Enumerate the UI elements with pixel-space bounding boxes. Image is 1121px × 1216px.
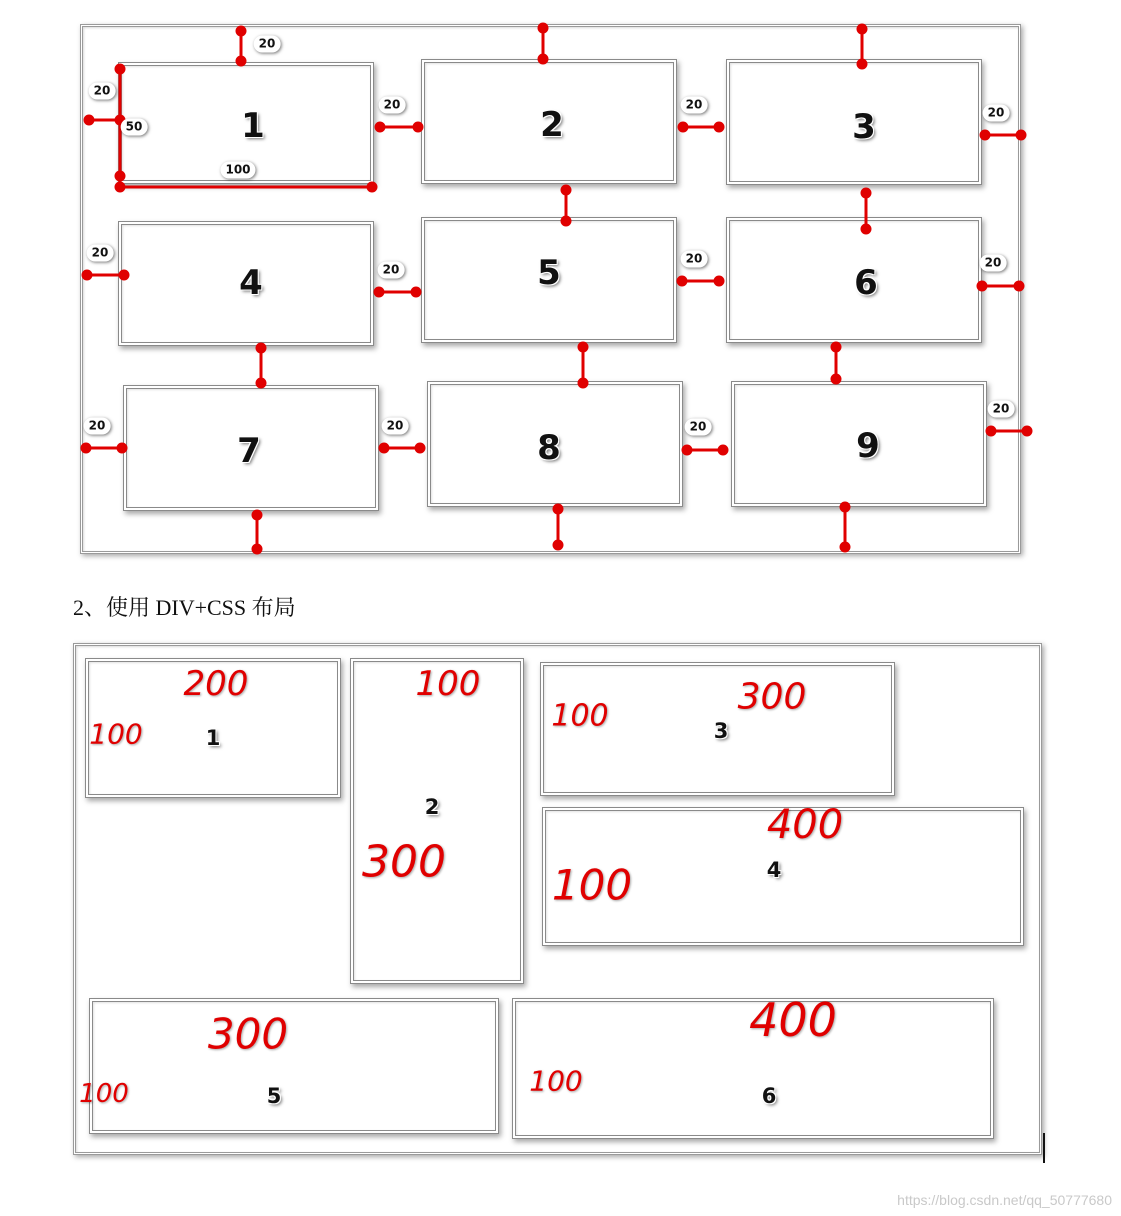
dim-gap-4-5: 20	[378, 262, 405, 279]
section-caption: 2、使用 DIV+CSS 布局	[73, 595, 296, 620]
dim-gap-5-6: 20	[681, 251, 708, 268]
dim-box-height: 50	[121, 119, 148, 136]
note-box2-height: 300	[362, 836, 446, 888]
dim-box-width: 100	[220, 162, 255, 179]
note-box5-width: 300	[207, 1009, 289, 1059]
top-box-label-2: 2	[540, 105, 564, 145]
dim-gap-2-3: 20	[681, 97, 708, 114]
dim-top-margin: 20	[254, 36, 281, 53]
note-box2-width: 100	[415, 664, 481, 704]
dim-gap-8-9: 20	[685, 419, 712, 436]
bottom-box-label-2: 2	[424, 795, 440, 819]
top-box-label-7: 7	[237, 431, 261, 471]
note-box4-width: 400	[766, 802, 844, 848]
dim-gap-1-2: 20	[379, 97, 406, 114]
dim-left-margin-row2: 20	[87, 245, 114, 262]
note-box6-height: 100	[529, 1064, 583, 1098]
bottom-box-label-4: 4	[766, 858, 782, 882]
note-box3-width: 300	[737, 676, 807, 718]
top-box-label-5: 5	[537, 253, 561, 293]
top-box-label-6: 6	[854, 263, 878, 303]
dim-right-margin-row1: 20	[983, 105, 1010, 122]
note-box1-height: 100	[89, 717, 143, 751]
bottom-box-label-5: 5	[266, 1084, 282, 1108]
bottom-box-2	[350, 658, 524, 984]
dim-left-margin-row3: 20	[84, 418, 111, 435]
bottom-box-label-6: 6	[761, 1084, 777, 1108]
bottom-box-label-1: 1	[205, 726, 221, 750]
bottom-box-label-3: 3	[713, 719, 729, 743]
top-box-label-1: 1	[241, 106, 265, 146]
note-box5-height: 100	[79, 1079, 129, 1109]
note-box3-height: 100	[551, 698, 609, 734]
note-box1-width: 200	[183, 664, 249, 704]
dim-right-margin-row2: 20	[980, 255, 1007, 272]
top-box-label-3: 3	[852, 107, 876, 147]
top-box-label-9: 9	[856, 426, 880, 466]
watermark: https://blog.csdn.net/qq_50777680	[897, 1192, 1112, 1208]
note-box4-height: 100	[551, 860, 633, 910]
text-cursor	[1043, 1133, 1045, 1163]
dim-right-margin-row3: 20	[988, 401, 1015, 418]
bottom-box-5	[89, 998, 499, 1134]
top-box-label-8: 8	[537, 428, 561, 468]
dim-gap-7-8: 20	[382, 418, 409, 435]
note-box6-width: 400	[749, 993, 837, 1047]
top-box-label-4: 4	[239, 263, 263, 303]
dim-left-margin: 20	[89, 83, 116, 100]
